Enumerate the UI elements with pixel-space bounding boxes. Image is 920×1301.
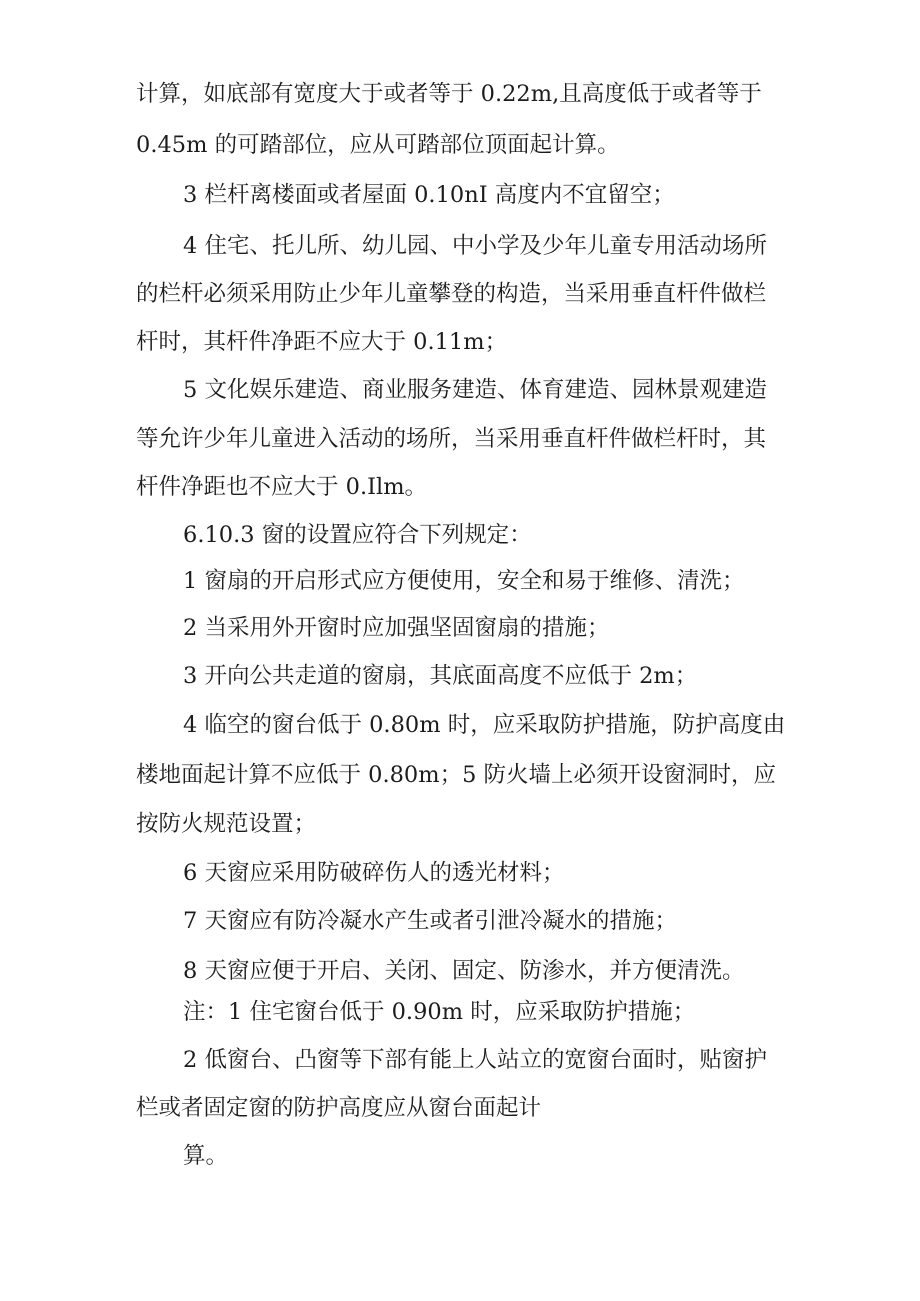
text-line: 等允许少年儿童进入活动的场所，当采用垂直杆件做栏杆时，其 [136,426,767,452]
text-line: 8 天窗应便于开启、关闭、固定、防渗水，并方便清洗。 [183,958,745,984]
text-line: 楼地面起计算不应低于 0.80m；5 防火墙上必须开设窗洞时，应 [136,762,777,788]
text-line: 算。 [183,1143,229,1169]
text-line: 3 开向公共走道的窗扇，其底面高度不应低于 2m； [183,663,698,689]
text-line: 按防火规范设置； [136,811,317,837]
text-line: 杆时，其杆件净距不应大于 0.11m； [136,329,508,355]
text-line: 7 天窗应有防冷凝水产生或者引泄冷凝水的措施； [183,908,677,934]
text-line: 6 天窗应采用防破碎伤人的透光材料； [183,860,565,886]
text-line: 1 窗扇的开启形式应方便使用，安全和易于维修、清洗； [183,568,745,594]
text-line: 0.45m 的可踏部位，应从可踏部位顶面起计算。 [136,132,620,158]
text-line: 4 住宅、托儿所、幼儿园、中小学及少年儿童专用活动场所 [183,233,767,259]
text-line: 计算，如底部有宽度大于或者等于 0.22m,且高度低于或者等于 [136,81,762,107]
text-line: 2 低窗台、凸窗等下部有能上人站立的宽窗台面时，贴窗护 [183,1047,767,1073]
text-line: 的栏杆必须采用防止少年儿童攀登的构造，当采用垂直杆件做栏 [136,281,767,307]
text-line: 2 当采用外开窗时应加强坚固窗扇的措施； [183,615,610,641]
text-line: 注：1 住宅窗台低于 0.90m 时，应采取防护措施； [183,999,696,1025]
text-line: 6.10.3 窗的设置应符合下列规定： [183,522,532,548]
text-line: 栏或者固定窗的防护高度应从窗台面起计 [136,1095,542,1121]
text-line: 杆件净距也不应大于 0.Ilm。 [136,474,428,500]
text-line: 5 文化娱乐建造、商业服务建造、体育建造、园林景观建造 [183,377,767,403]
text-line: 4 临空的窗台低于 0.80m 时，应采取防护措施，防护高度由 [183,712,786,738]
text-line: 3 栏杆离楼面或者屋面 0.10nI 高度内不宜留空； [183,182,675,208]
